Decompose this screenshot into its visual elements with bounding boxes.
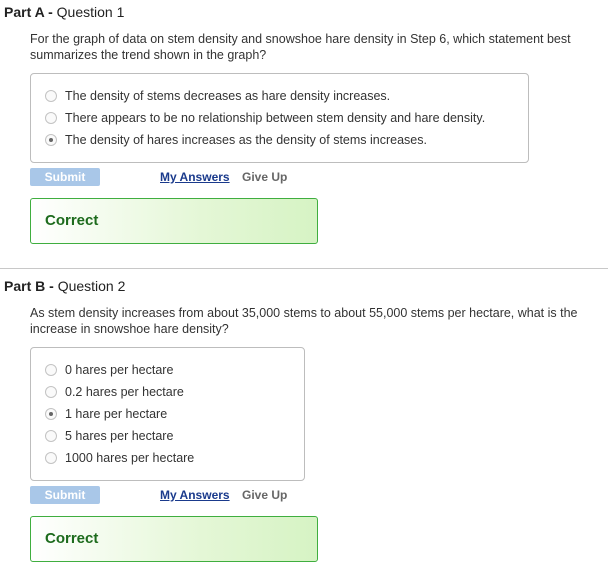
choice-label: 1 hare per hectare [65, 407, 168, 421]
radio-icon[interactable] [45, 386, 57, 398]
part-a-question-number: Question 1 [56, 4, 125, 20]
part-a-choice-1[interactable] [45, 87, 390, 105]
part-b-header [4, 278, 125, 294]
part-a-give-up-link[interactable]: Give Up [242, 170, 288, 184]
part-a-my-answers-link[interactable]: My Answers [160, 170, 230, 184]
choice-label: 1000 hares per hectare [65, 451, 195, 465]
part-b-label: Part B - [4, 278, 54, 294]
choice-label: 5 hares per hectare [65, 429, 174, 443]
part-b-choice-2[interactable] [45, 383, 184, 401]
part-a-feedback-text: Correct [45, 212, 99, 229]
part-b-choice-1[interactable] [45, 361, 173, 379]
choice-label: The density of stems decreases as hare density increases. [65, 89, 391, 103]
part-a-feedback-box [30, 198, 318, 244]
part-a-choice-3[interactable] [45, 131, 427, 149]
radio-icon[interactable] [45, 452, 57, 464]
radio-icon[interactable] [45, 90, 57, 102]
part-a-question-text: For the graph of data on stem density and snowshoe hare density in Step 6, which statement best summarizes the trend shown in the graph? [30, 32, 571, 62]
radio-icon[interactable] [45, 430, 57, 442]
choice-label: There appears to be no relationship between stem density and hare density. [65, 111, 486, 125]
part-a-label: Part A - [4, 4, 53, 20]
radio-selected-icon[interactable] [45, 408, 57, 420]
part-a-submit-button[interactable]: Submit [30, 168, 100, 186]
radio-icon[interactable] [45, 112, 57, 124]
radio-selected-icon[interactable] [45, 134, 57, 146]
part-b-submit-button[interactable]: Submit [30, 486, 100, 504]
part-b-feedback-text: Correct [45, 530, 99, 547]
part-a-choice-2[interactable] [45, 109, 485, 127]
section-divider [0, 268, 608, 269]
part-b-choices-box [30, 347, 305, 481]
choice-label: The density of hares increases as the density of stems increases. [65, 133, 427, 147]
part-b-question-text: As stem density increases from about 35,000 stems to about 55,000 stems per hectare, what is the increase in snowshoe hare density? [30, 306, 578, 336]
part-a-choices-box [30, 73, 529, 163]
part-b-choice-4[interactable] [45, 427, 173, 445]
part-b-give-up-link[interactable]: Give Up [242, 488, 288, 502]
part-b-choice-5[interactable] [45, 449, 194, 467]
radio-icon[interactable] [45, 364, 57, 376]
part-b-choice-3[interactable] [45, 405, 167, 423]
part-a-header [4, 4, 124, 20]
part-b-question-number: Question 2 [57, 278, 126, 294]
choice-label: 0.2 hares per hectare [65, 385, 184, 399]
choice-label: 0 hares per hectare [65, 363, 174, 377]
part-b-my-answers-link[interactable]: My Answers [160, 488, 230, 502]
part-b-feedback-box [30, 516, 318, 562]
